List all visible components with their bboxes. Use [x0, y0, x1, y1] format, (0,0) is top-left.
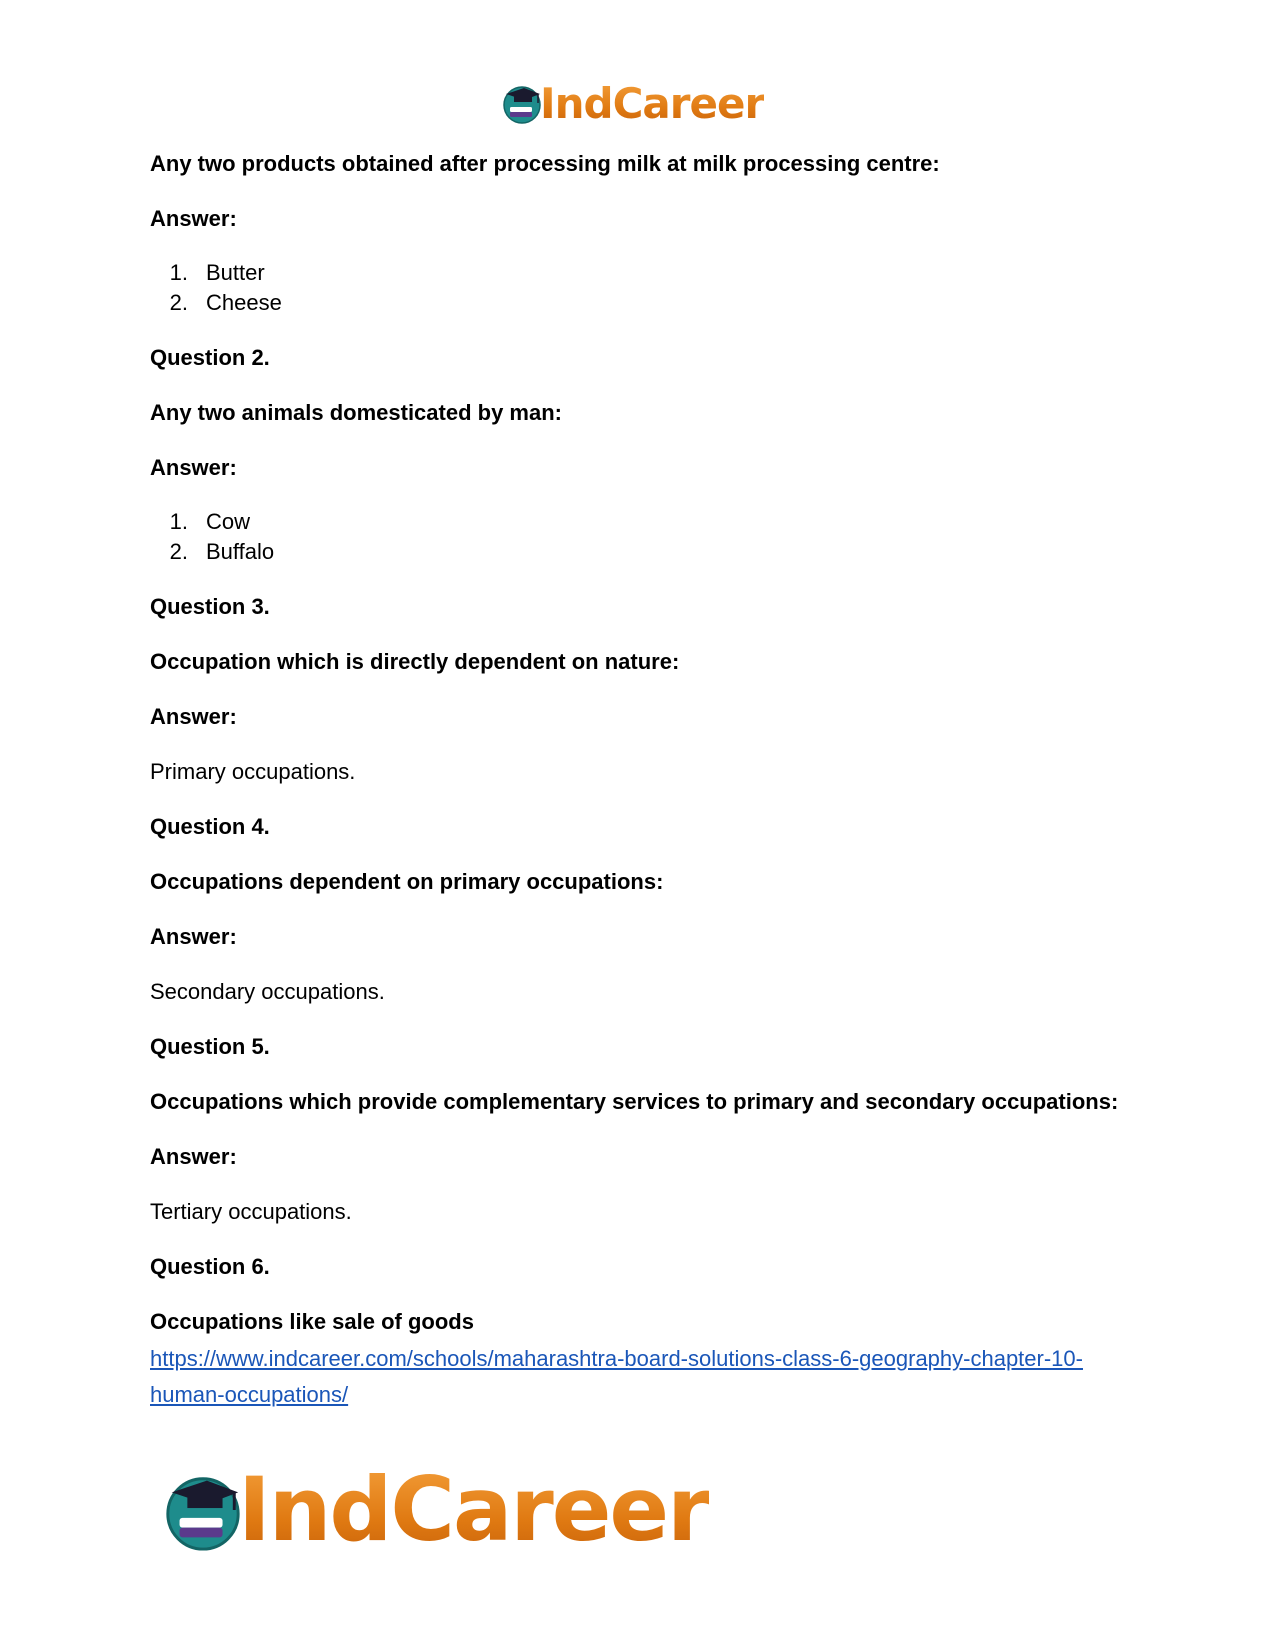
list-item: 2. Cheese: [150, 288, 1130, 318]
question-block: [150, 148, 1130, 179]
document-body: [150, 148, 1130, 1413]
logo-wordmark: IndCareer: [238, 1458, 709, 1561]
question-number: Question 6.: [150, 1254, 270, 1279]
question-text: Occupation which is directly dependent on nature:: [150, 649, 680, 674]
graduation-cap-globe-icon: [160, 1467, 246, 1553]
question-text: Occupations like sale of goods: [150, 1309, 474, 1334]
list-item-text: Cow: [206, 509, 251, 534]
answer-text: Tertiary occupations.: [150, 1199, 352, 1224]
list-item-text: Butter: [206, 260, 265, 285]
list-item-text: Buffalo: [206, 539, 275, 564]
question-number: Question 3.: [150, 594, 270, 619]
answer-block: [150, 203, 1130, 234]
answer-label: Answer:: [150, 455, 237, 480]
question-number: Question 2.: [150, 345, 270, 370]
question-text: Occupations which provide complementary services to primary and secondary occupations:: [150, 1089, 1119, 1114]
question-number: Question 4.: [150, 814, 270, 839]
list-item: 2. Buffalo: [150, 537, 1130, 567]
header-logo: [500, 78, 764, 128]
list-item: 1. Butter: [150, 258, 1130, 288]
answer-text: Primary occupations.: [150, 759, 356, 784]
answer-list: [150, 507, 1130, 567]
answer-label: Answer:: [150, 1144, 237, 1169]
answer-label: Answer:: [150, 206, 237, 231]
answer-label: Answer:: [150, 704, 237, 729]
list-item: 1. Cow: [150, 507, 1130, 537]
answer-label: Answer:: [150, 924, 237, 949]
answer-list: [150, 258, 1130, 318]
question-text: Occupations dependent on primary occupations:: [150, 869, 664, 894]
question-text: Any two products obtained after processing milk at milk processing centre:: [150, 151, 940, 176]
question-number: Question 5.: [150, 1034, 270, 1059]
question-text: Any two animals domesticated by man:: [150, 400, 562, 425]
answer-text: Secondary occupations.: [150, 979, 385, 1004]
list-item-text: Cheese: [206, 290, 282, 315]
graduation-cap-globe-icon: [500, 81, 544, 125]
logo-wordmark: IndCareer: [540, 78, 765, 128]
source-link[interactable]: https://www.indcareer.com/schools/maharashtra-board-solutions-class-6-geography-chapter-10-human-occupations/: [150, 1346, 1083, 1407]
footer-logo: [160, 1458, 709, 1561]
